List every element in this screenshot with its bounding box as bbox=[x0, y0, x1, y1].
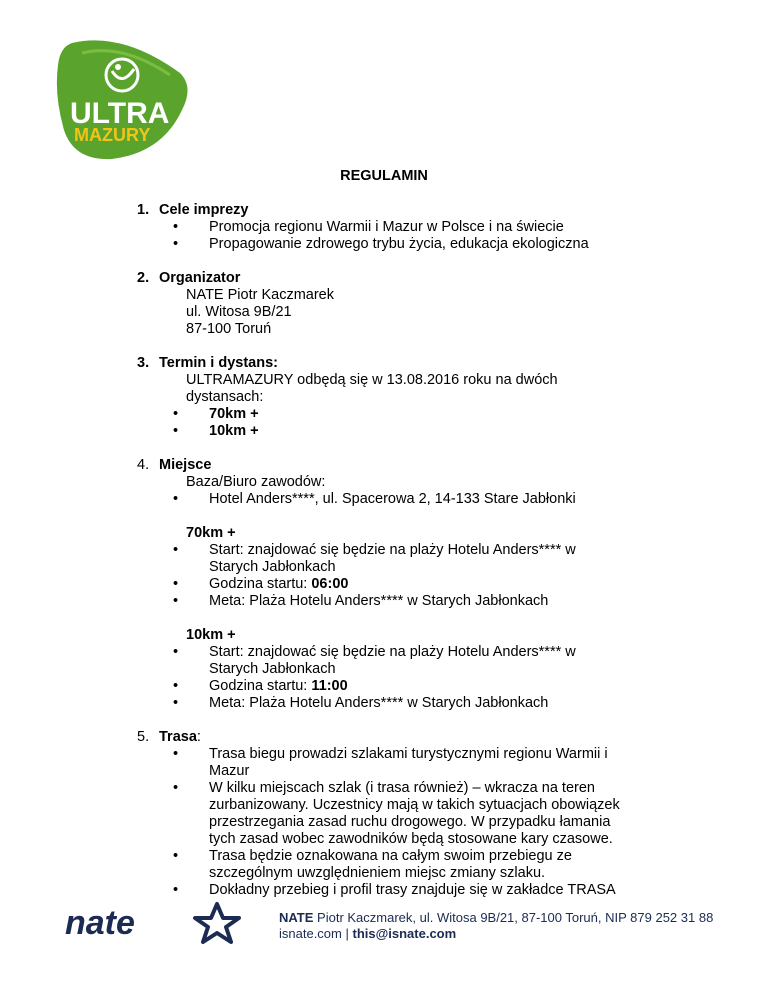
section-goals bbox=[137, 202, 677, 253]
list-item: • Meta: Plaża Hotelu Anders**** w Starych Jabłonkach bbox=[173, 593, 549, 609]
bullet-icon: • bbox=[173, 593, 179, 609]
bullet-icon: • bbox=[173, 695, 179, 711]
bullet-icon: • bbox=[173, 406, 179, 422]
section-number: 5. bbox=[137, 729, 150, 745]
distance-70-heading: 70km + bbox=[186, 525, 236, 541]
ultra-mazury-logo bbox=[52, 35, 192, 165]
section-number: 2. bbox=[137, 270, 150, 286]
bullet-icon: • bbox=[173, 678, 179, 694]
nate-logo bbox=[65, 900, 250, 945]
base-label: Baza/Biuro zawodów: bbox=[186, 474, 326, 490]
organizer-street: ul. Witosa 9B/21 bbox=[186, 304, 292, 320]
start-time: 11:00 bbox=[311, 678, 348, 694]
section-number: 4. bbox=[137, 457, 150, 473]
section-place bbox=[137, 457, 677, 712]
list-item: • Start: znajdować się będzie na plaży Hotelu Anders**** w Starych Jabłonkach bbox=[173, 542, 576, 575]
section-number: 1. bbox=[137, 202, 150, 218]
footer-email-link[interactable]: this@isnate.com bbox=[352, 926, 457, 941]
footer-contact: NATE Piotr Kaczmarek, ul. Witosa 9B/21, 87-100 Toruń, NIP 879 252 31 88 isnate.com | this@isnate.com bbox=[279, 910, 714, 941]
section-organizer bbox=[137, 270, 677, 338]
list-item: • Trasa będzie oznakowana na całym swoim przebiegu ze szczególnym uwzględnieniem miejsc zmiany szlaku. bbox=[173, 848, 572, 881]
footer-website-link[interactable]: isnate.com bbox=[279, 926, 342, 941]
bullet-icon: • bbox=[173, 236, 179, 252]
list-item: • Godzina startu: 06:00 bbox=[173, 576, 349, 592]
list-item: • Propagowanie zdrowego trybu życia, edukacja ekologiczna bbox=[173, 236, 589, 252]
section-heading: Organizator bbox=[159, 270, 241, 286]
list-item: • Meta: Plaża Hotelu Anders**** w Starych Jabłonkach bbox=[173, 695, 549, 711]
section-number: 3. bbox=[137, 355, 150, 371]
date-text-cont: dystansach: bbox=[186, 389, 264, 405]
distance-10-heading: 10km + bbox=[186, 627, 236, 643]
document-title: REGULAMIN bbox=[340, 168, 428, 184]
regulations-body bbox=[137, 202, 677, 916]
bullet-icon: • bbox=[173, 219, 179, 235]
bullet-icon: • bbox=[173, 576, 179, 592]
organizer-city: 87-100 Toruń bbox=[186, 321, 272, 337]
organizer-name: NATE Piotr Kaczmarek bbox=[186, 287, 334, 303]
bullet-icon: • bbox=[173, 542, 179, 558]
logo-mazury-text: MAZURY bbox=[74, 125, 151, 145]
list-item: • Godzina startu: 11:00 bbox=[173, 678, 348, 694]
bullet-icon: • bbox=[173, 423, 179, 439]
date-text: ULTRAMAZURY odbędą się w 13.08.2016 roku na dwóch bbox=[186, 372, 558, 388]
list-item: • 70km + bbox=[173, 406, 259, 422]
start-time: 06:00 bbox=[311, 576, 349, 592]
logo-ultra-text: ULTRA bbox=[70, 97, 170, 130]
list-item: • Trasa biegu prowadzi szlakami turystycznymi regionu Warmii i Mazur bbox=[173, 746, 608, 779]
bullet-icon: • bbox=[173, 780, 179, 796]
bullet-icon: • bbox=[173, 491, 179, 507]
section-heading: Trasa bbox=[159, 729, 197, 745]
footer-address: Piotr Kaczmarek, ul. Witosa 9B/21, 87-100 Toruń, NIP 879 252 31 88 bbox=[313, 910, 714, 925]
list-item: • W kilku miejscach szlak (i trasa również) – wkracza na teren zurbanizowany. Uczestnicy mają w takich sytuacjach obowiązek przestrzegania zasad ruchu drogowego. W przypadku łamania tych zasad wobec zawodników będą stosowane kary czasowe. bbox=[173, 780, 620, 847]
section-heading: Miejsce bbox=[159, 457, 212, 473]
list-item: • 10km + bbox=[173, 423, 259, 439]
list-item: • Hotel Anders****, ul. Spacerowa 2, 14-133 Stare Jabłonki bbox=[173, 491, 576, 507]
bullet-icon: • bbox=[173, 746, 179, 762]
list-item: • Dokładny przebieg i profil trasy znajduje się w zakładce TRASA bbox=[173, 882, 616, 898]
section-heading: Termin i dystans: bbox=[159, 355, 278, 371]
bullet-icon: • bbox=[173, 882, 179, 898]
section-route: 5. Trasa: • Trasa biegu prowadzi szlakami turystycznymi regionu Warmii i Mazur • W kilku miejscach szlak (i trasa również) – wkracza na teren zurbanizowany. Uczestnicy mają w takich sytuacjach obowiązek przestrzegania zasad ruchu drogowego. W przypadku łamania tych zasad wobec zawodników będą stosowane kary czasowe. • Trasa będzie oznakowana na całym swoim przebiegu ze szczególnym uwzględnieniem miejsc zmiany szlaku. • Dokładny przebieg i profil trasy znajduje się w zakładce TRASA bbox=[137, 729, 677, 899]
list-item: • Promocja regionu Warmii i Mazur w Polsce i na świecie bbox=[173, 219, 564, 235]
footer-company: NATE bbox=[279, 910, 314, 925]
star-icon bbox=[195, 904, 239, 942]
bullet-icon: • bbox=[173, 848, 179, 864]
section-heading: Cele imprezy bbox=[159, 202, 249, 218]
list-item: • Start: znajdować się będzie na plaży Hotelu Anders**** w Starych Jabłonkach bbox=[173, 644, 576, 677]
bullet-icon: • bbox=[173, 644, 179, 660]
section-date-distance bbox=[137, 355, 677, 440]
nate-logo-text: nate bbox=[65, 904, 135, 942]
